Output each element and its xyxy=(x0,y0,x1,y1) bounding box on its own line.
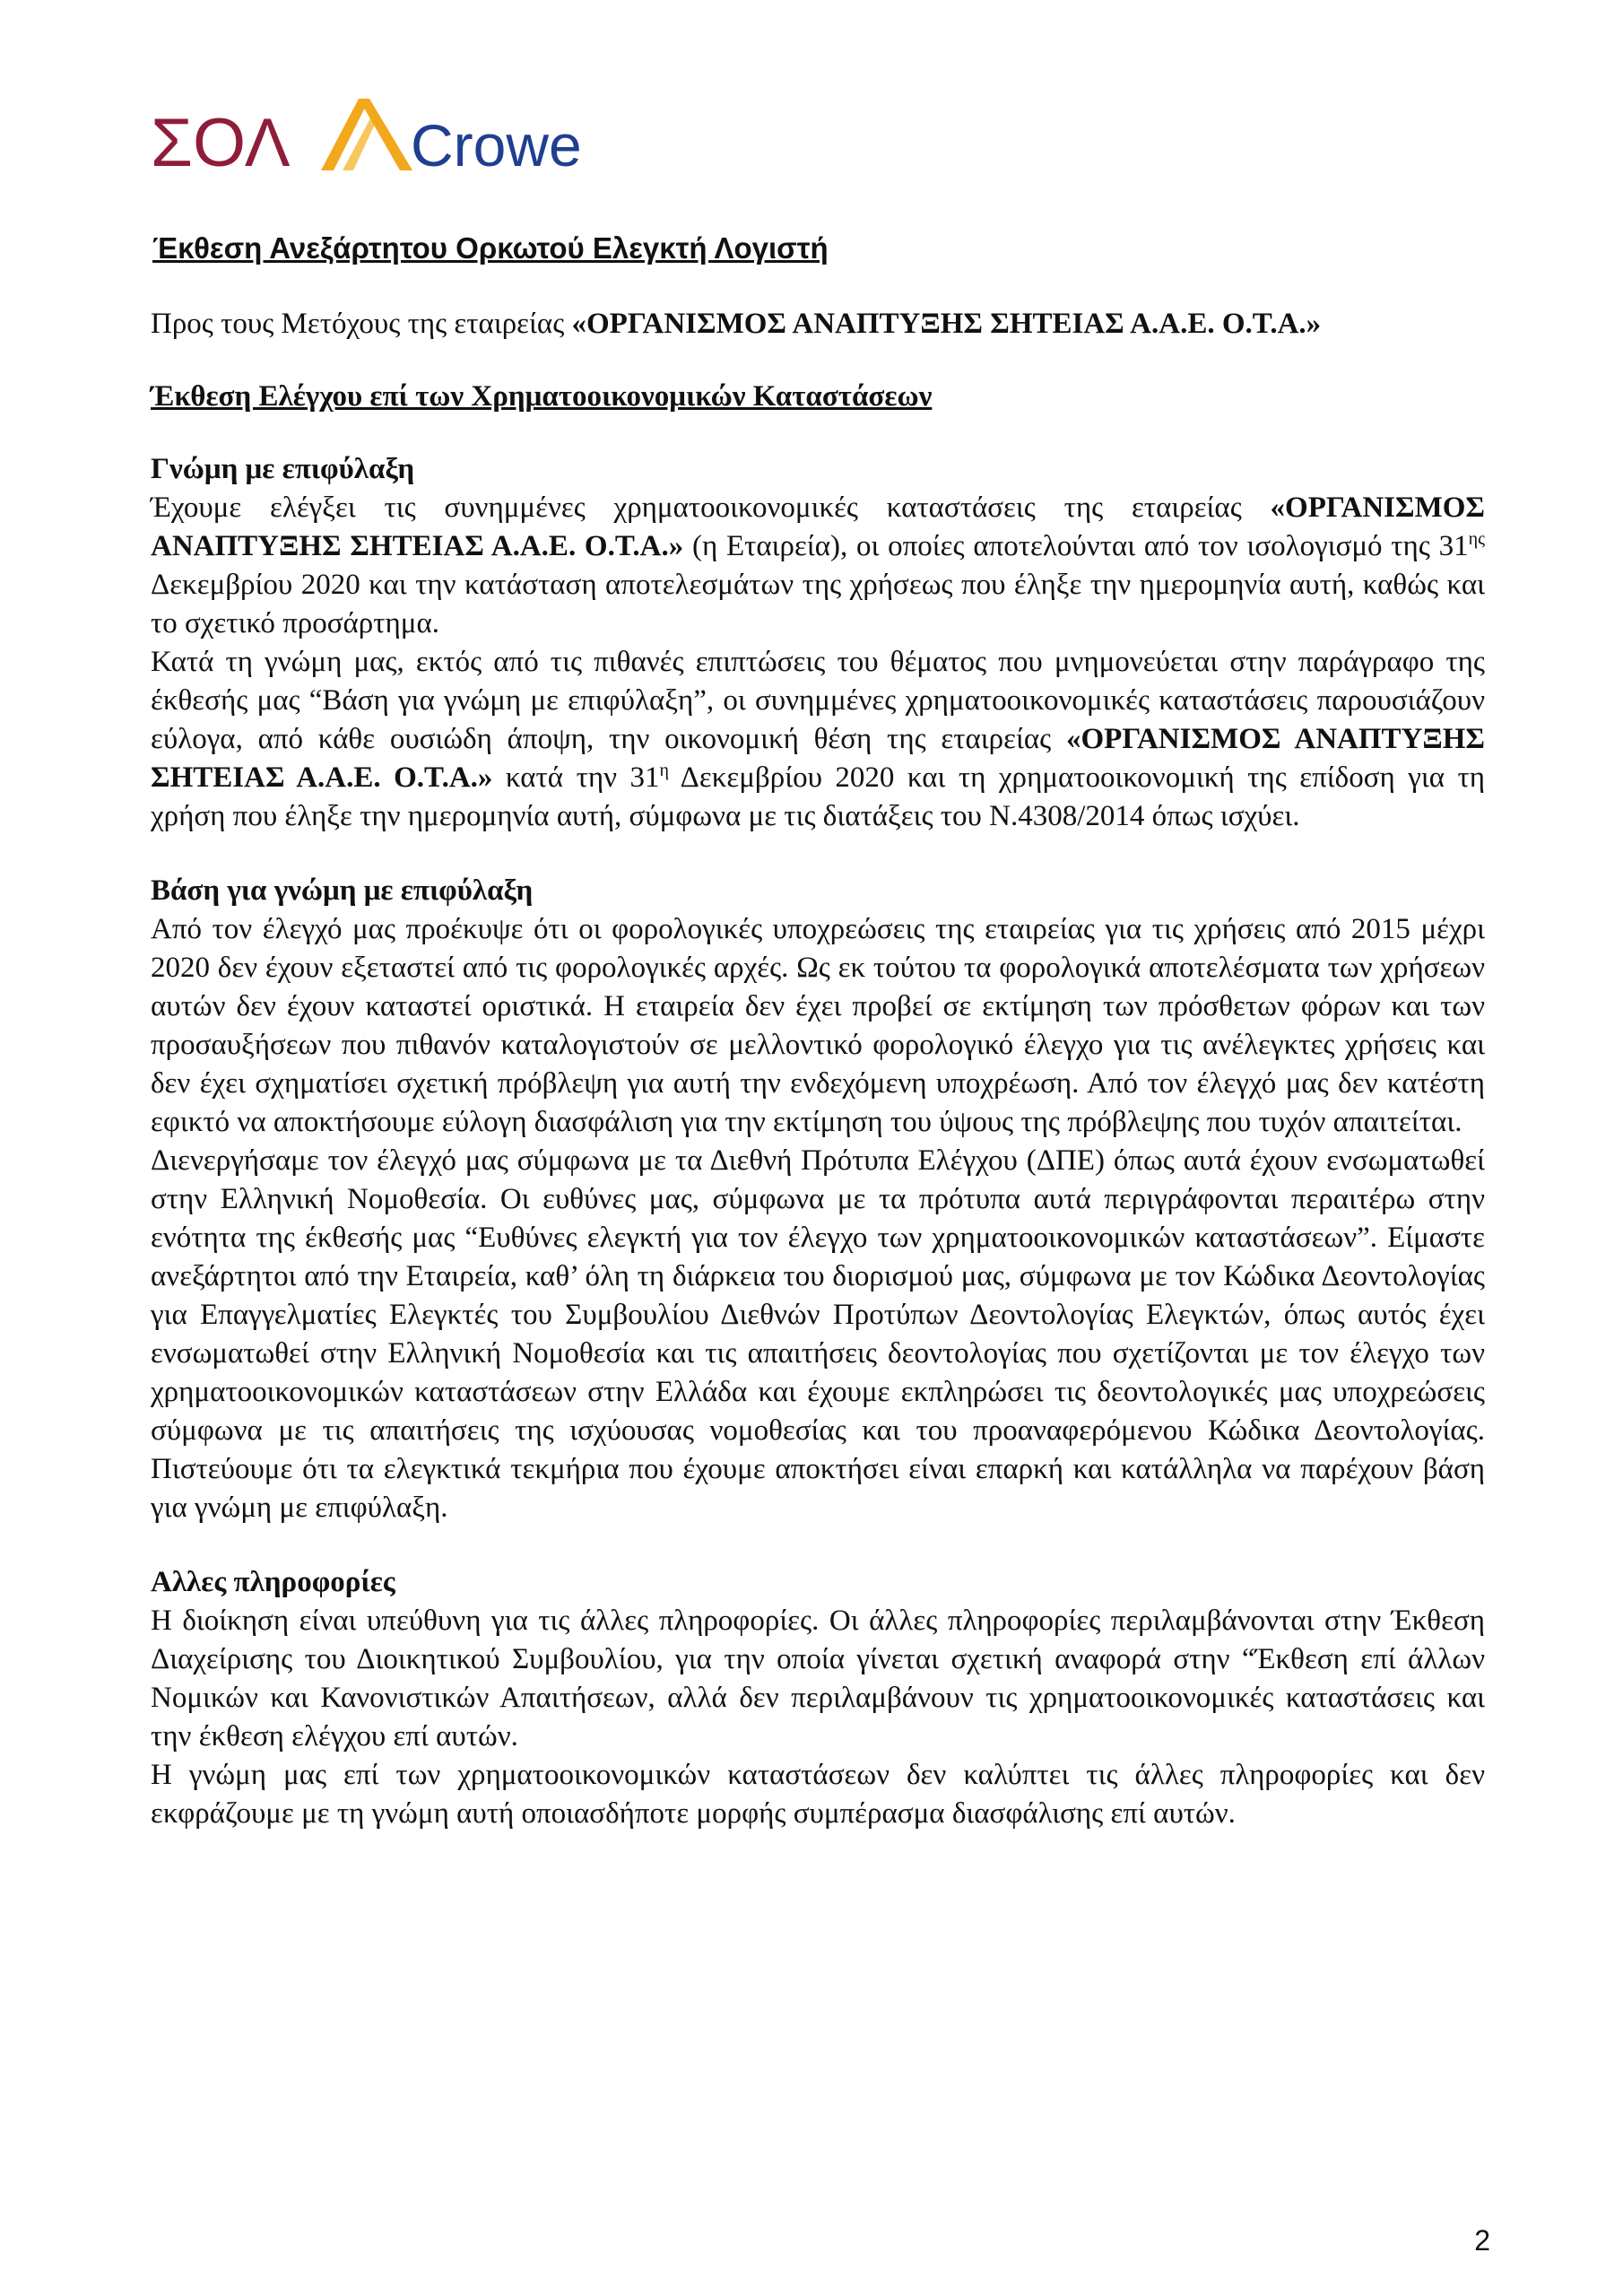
other-info-paragraph-1: Η διοίκηση είναι υπεύθυνη για τις άλλες πληροφορίες. Οι άλλες πληροφορίες περιλαμβάνονται στην Έκθεση Διαχείρισης του Διοικητικού Συμβουλίου, για την οποία γίνεται σχετική αναφορά στην “Έκθεση επί άλλων Νομικών και Κανονιστικών Απαιτήσεων, αλλά δεν περιλαμβάνουν τις χρηματοοικονομικές καταστάσεις και την έκθεση ελέγχου επί αυτών. xyxy=(151,1605,1485,1752)
addressee-company: «ΟΡΓΑΝΙΣΜΟΣ ΑΝΑΠΤΥΞΗΣ ΣΗΤΕΙΑΣ Α.Α.Ε. Ο.Τ.Α.» xyxy=(571,308,1322,340)
opinion-heading: Γνώμη με επιφύλαξη xyxy=(151,453,415,485)
report-heading: Έκθεση Ελέγχου επί των Χρηματοοικονομικών Καταστάσεων xyxy=(151,380,933,413)
soll-crowe-logo xyxy=(151,90,582,188)
document-title: Έκθεση Ανεξάρτητου Ορκωτού Ελεγκτή Λογιστή xyxy=(152,231,829,265)
opinion-p1-text-b: (η Εταιρεία), οι οποίες αποτελούνται από τον ισολογισμό της 31 xyxy=(683,530,1469,562)
basis-paragraph-1: Από τον έλεγχό μας προέκυψε ότι οι φορολογικές υποχρεώσεις της εταιρείας για τις χρήσεις από 2015 μέχρι 2020 δεν έχουν εξεταστεί από τις φορολογικές αρχές. Ως εκ τούτου τα φορολογικά αποτελέσματα των χρήσεων αυτών δεν έχουν καταστεί οριστικά. Η εταιρεία δεν έχει προβεί σε εκτίμηση των πρόσθετων φόρων και των προσαυξήσεων που πιθανόν καταλογιστούν σε μελλοντικό φορολογικό έλεγχο για τις ανέλεγκτες χρήσεις και δεν έχει σχηματίσει σχετική πρόβλεψη για αυτή την ενδεχόμενη υποχρέωση. Από τον έλεγχό μας δεν κατέστη εφικτό να αποκτήσουμε εύλογη διασφάλιση για την εκτίμηση του ύψους της πρόβλεψης που τυχόν απαιτείται. xyxy=(151,913,1485,1138)
other-info-paragraph-2: Η γνώμη μας επί των χρηματοοικονομικών καταστάσεων δεν καλύπτει τις άλλες πληροφορίες και δεν εκφράζουμε με τη γνώμη αυτή οποιασδήποτε μορφής συμπέρασμα διασφάλισης επί αυτών. xyxy=(151,1759,1485,1830)
logo-crowe-text: Crowe xyxy=(411,112,582,178)
logo-chevron-icon xyxy=(321,99,412,170)
opinion-p1-company: «ΟΡΓΑΝΙΣΜΟΣ ΑΝΑΠΤΥΞΗΣ ΣΗΤΕΙΑΣ Α.Α.Ε. Ο.Τ.Α.» xyxy=(151,491,1485,562)
opinion-p1-text-c: Δεκεμβρίου 2020 και την κατάσταση αποτελεσμάτων της χρήσεως που έληξε την ημερομηνία αυτή, καθώς και το σχετικό προσάρτημα. xyxy=(151,569,1485,639)
opinion-p2-company: «ΟΡΓΑΝΙΣΜΟΣ ΑΝΑΠΤΥΞΗΣ ΣΗΤΕΙΑΣ Α.Α.Ε. Ο.Τ.Α.» xyxy=(151,723,1485,794)
other-info-heading: Αλλες πληροφορίες xyxy=(151,1566,395,1598)
opinion-p2-text-b: κατά την 31 xyxy=(492,761,660,794)
opinion-p2-text-c: Δεκεμβρίου 2020 και τη χρηματοοικονομική της επίδοση για τη χρήση που έληξε την ημερομηνία αυτή, σύμφωνα με τις διατάξεις του Ν.4308/2014 όπως ισχύει. xyxy=(151,761,1486,832)
basis-heading: Βάση για γνώμη με επιφύλαξη xyxy=(151,874,534,907)
basis-section xyxy=(151,872,1485,1527)
opinion-paragraph-1 xyxy=(151,489,1485,643)
report-body xyxy=(151,305,1485,1869)
opinion-paragraph-2 xyxy=(151,643,1485,836)
page-number: 2 xyxy=(1474,2224,1490,2257)
basis-paragraph-2: Διενεργήσαμε τον έλεγχό μας σύμφωνα με τα Διεθνή Πρότυπα Ελέγχου (ΔΠΕ) όπως αυτά έχουν ενσωματωθεί στην Ελληνική Νομοθεσία. Οι ευθύνες μας, σύμφωνα με τα πρότυπα αυτά περιγράφονται περαιτέρω στην ενότητα της έκθεσής μας “Ευθύνες ελεγκτή για τον έλεγχο των χρηματοοικονομικών καταστάσεων”. Είμαστε ανεξάρτητοι από την Εταιρεία, καθ’ όλη τη διάρκεια του διορισμού μας, σύμφωνα με τον Κώδικα Δεοντολογίας για Επαγγελματίες Ελεγκτές του Συμβουλίου Διεθνών Προτύπων Δεοντολογίας Ελεγκτών, όπως αυτός έχει ενσωματωθεί στην Ελληνική Νομοθεσία και τις απαιτήσεις δεοντολογίας που σχετίζονται με τον έλεγχο των χρηματοοικονομικών καταστάσεων στην Ελλάδα και έχουμε εκπληρώσει τις δεοντολογικές μας υποχρεώσεις σύμφωνα με τις απαιτήσεις της ισχύουσας νομοθεσίας και του προαναφερόμενου Κώδικα Δεοντολογίας. Πιστεύουμε ότι τα ελεγκτικά τεκμήρια που έχουμε αποκτήσει είναι επαρκή και κατάλληλα να παρέχουν βάση για γνώμη με επιφύλαξη. xyxy=(151,1144,1485,1524)
opinion-p1-superscript: ης xyxy=(1468,529,1486,549)
opinion-section xyxy=(151,450,1485,836)
addressee-prefix: Προς τους Μετόχους της εταιρείας xyxy=(151,308,572,340)
opinion-p1-text-a: Έχουμε ελέγξει τις συνημμένες χρηματοοικονομικές καταστάσεις της εταιρείας xyxy=(151,491,1271,524)
logo-graphic xyxy=(151,90,582,188)
logo-sol-text: ΣΟΛ xyxy=(151,105,291,181)
addressee-line xyxy=(151,305,1485,344)
opinion-p2-text-a: Κατά τη γνώμη μας, εκτός από τις πιθανές επιπτώσεις του θέματος που μνημονεύεται στην παράγραφο της έκθεσής μας “Βάση για γνώμη με επιφύλαξη”, οι συνημμένες χρηματοοικονομικές καταστάσεις παρουσιάζουν εύλογα, από κάθε ουσιώδη άποψη, την οικονομική θέση της εταιρείας xyxy=(151,646,1485,755)
other-info-section xyxy=(151,1563,1485,1833)
opinion-p2-superscript: η xyxy=(659,761,669,780)
